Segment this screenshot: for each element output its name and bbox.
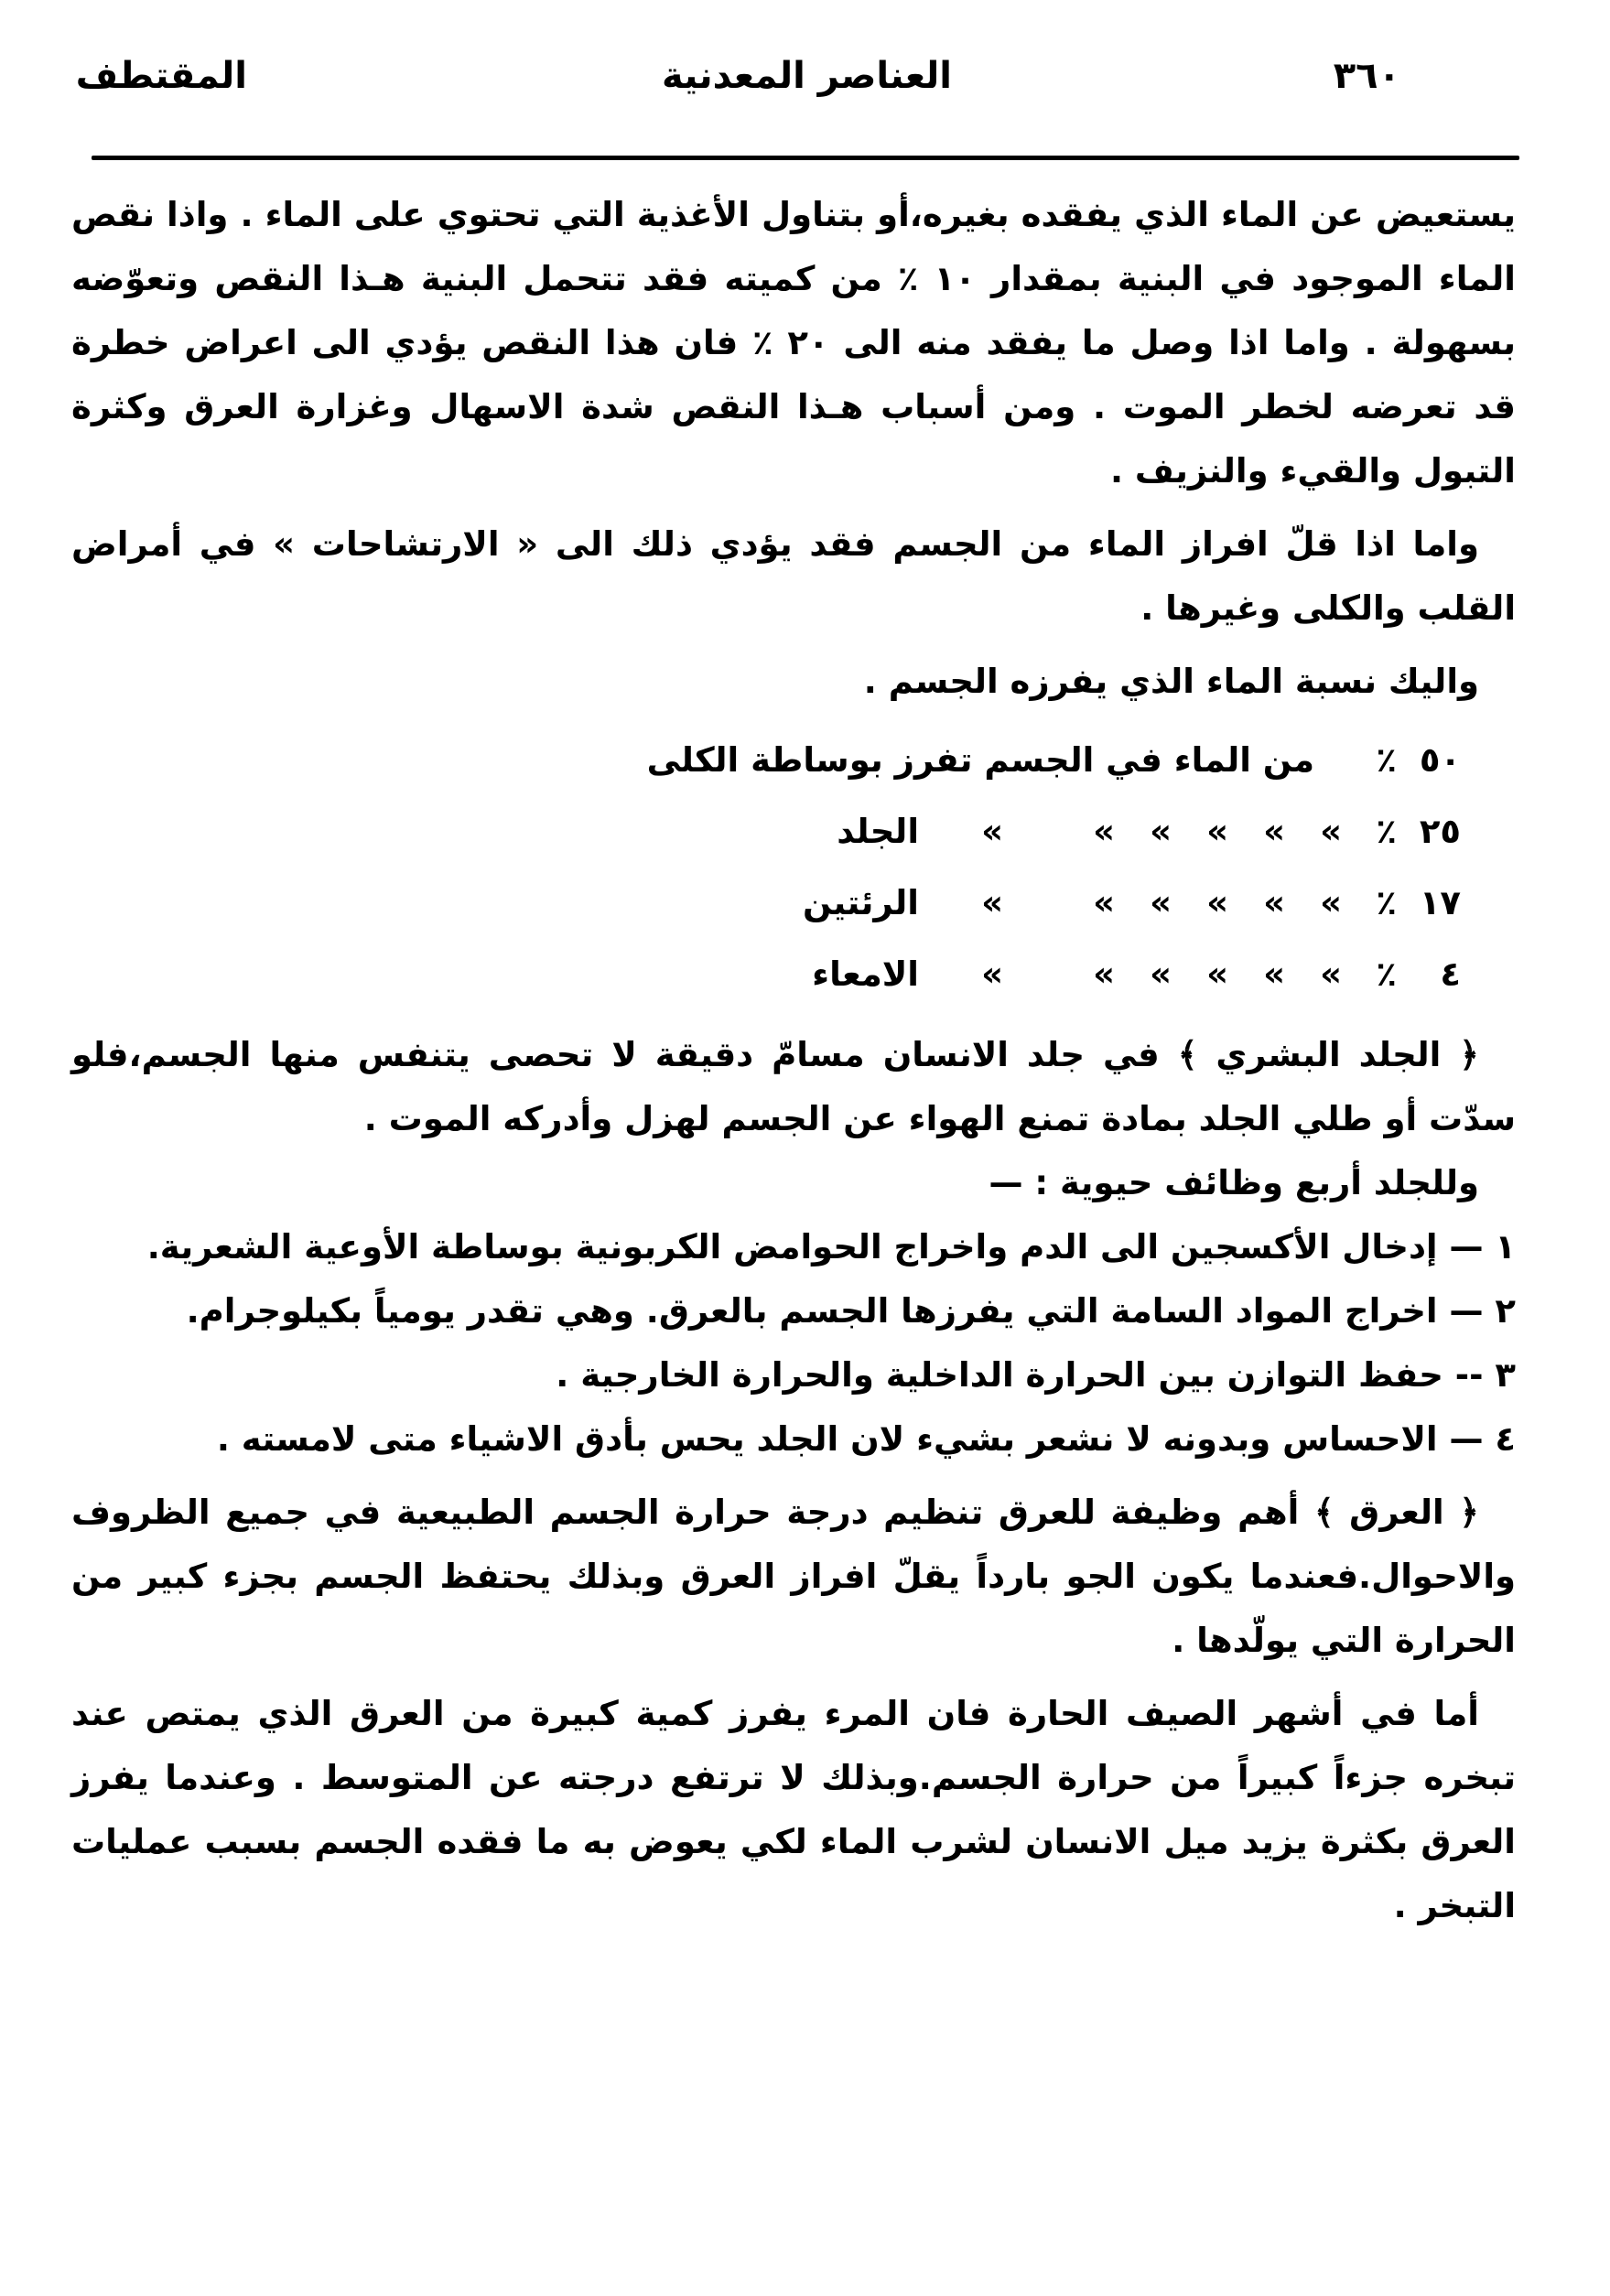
section-marker-sweat: ﴿ العرق ﴾: [1313, 1493, 1479, 1532]
ditto-mark: »: [1263, 883, 1285, 922]
ditto-mark: »: [1320, 883, 1342, 922]
ratio-row-lungs: [71, 871, 1461, 943]
list-dash: --: [1454, 1355, 1484, 1395]
list-item: [71, 1407, 1516, 1471]
water-excretion-table: [71, 728, 1516, 1014]
ditto-mark: »: [1093, 954, 1115, 994]
ditto-mark: »: [1206, 954, 1228, 994]
body-text: [71, 183, 1516, 1938]
organ-name: الامعاء: [812, 954, 919, 994]
ditto-mark: »: [1150, 954, 1172, 994]
list-item: [71, 1343, 1516, 1407]
paragraph-water-loss: يستعيض عن الماء الذي يفقده بغيره،أو بتناول الأغذية التي تحتوي على الماء . واذا نقص الماء الموجود في البنية بمقدار ١٠ ٪ من كميته فقد تتحمل البنية هـذا النقص وتعوّضه بسهولة . واما اذا وصل ما يفقد منه الى ٢٠ ٪ فان هذا النقص يؤدي الى اعراض خطرة قد تعرضه لخطر الموت . ومن أسباب هـذا النقص شدة الاسهال وغزارة العرق وكثرة التبول والقيء والنزيف .: [71, 195, 1516, 490]
ditto-mark: »: [1263, 954, 1285, 994]
ditto-mark: »: [981, 883, 1003, 922]
list-text: حفظ التوازن بين الحرارة الداخلية والحرارة الخارجية .: [556, 1355, 1443, 1395]
journal-name: المقتطف: [75, 55, 247, 97]
list-text: إدخال الأكسجين الى الدم واخراج الحوامض الكربونية بوساطة الأوعية الشعرية.: [146, 1227, 1438, 1267]
paragraph-summer-sweat: أما في أشهر الصيف الحارة فان المرء يفرز كمية كبيرة من العرق الذي يمتص عند تبخره جزءاً كبيراً من حرارة الجسم.وبذلك لا ترتفع درجته عن المتوسط . وعندما يفرز العرق بكثرة يزيد ميل الانسان لشرب الماء لكي يعوض به ما فقده الجسم بسبب عمليات التبخر .: [71, 1694, 1516, 1925]
section-title: العناصر المعدنية: [662, 55, 952, 97]
paragraph-skin-functions-intro: وللجلد أربع وظائف حيوية : —: [989, 1163, 1479, 1202]
list-dash: —: [1449, 1419, 1484, 1459]
percent-sign: ٪: [1376, 740, 1397, 780]
list-number: ٤: [1495, 1419, 1516, 1459]
ratio-value: ٥٠: [1419, 740, 1461, 780]
page-number: ٣٦٠: [1333, 55, 1400, 97]
paragraph-sweat-text: أهم وظيفة للعرق تنظيم درجة حرارة الجسم الطبيعية في جميع الظروف والاحوال.فعندما يكون الجو بارداً يقلّ افراز العرق وبذلك يحتفظ الجسم بجزء كبير من الحرارة التي يولّدها .: [71, 1493, 1516, 1660]
ratio-value: ١٧: [1419, 883, 1461, 922]
skin-functions-list: [71, 1215, 1516, 1471]
ditto-mark: »: [1263, 812, 1285, 851]
list-text: اخراج المواد السامة التي يفرزها الجسم بالعرق. وهي تقدر يومياً بكيلوجرام.: [186, 1291, 1438, 1331]
organ-name: الجلد: [837, 812, 919, 851]
paragraph-skin-text: في جلد الانسان مسامّ دقيقة لا تحصى يتنفس منها الجسم،فلو سدّت أو طلي الجلد بمادة تمنع الهواء عن الجسم لهزل وأدركه الموت .: [71, 1035, 1516, 1138]
ratio-value: ٢٥: [1419, 812, 1461, 851]
list-text: الاحساس وبدونه لا نشعر بشيء لان الجلد يحس بأدق الاشياء متى لامسته .: [216, 1419, 1438, 1459]
organ-name: الرئتين: [803, 883, 919, 922]
list-dash: —: [1449, 1227, 1484, 1267]
paragraph-sweat: [71, 1481, 1516, 1673]
ditto-mark: »: [1320, 954, 1342, 994]
ratio-value: ٤: [1440, 954, 1461, 994]
ditto-mark: »: [1206, 812, 1228, 851]
ditto-marks: [946, 800, 1342, 864]
ditto-mark: »: [1206, 883, 1228, 922]
ditto-marks: [946, 943, 1342, 1007]
percent-sign: ٪: [1376, 812, 1397, 851]
ditto-mark: »: [981, 954, 1003, 994]
ratio-row-intestines: [71, 943, 1461, 1014]
list-number: ١: [1495, 1227, 1516, 1267]
ditto-mark: »: [1093, 883, 1115, 922]
paragraph-skin: [71, 1023, 1516, 1151]
ratio-row-skin: [71, 800, 1461, 871]
ditto-mark: »: [1150, 812, 1172, 851]
list-number: ٣: [1495, 1355, 1516, 1395]
paragraph-water-retention: واما اذا قلّ افراز الماء من الجسم فقد يؤدي ذلك الى « الارتشاحات » في أمراض القلب والكلى وغيرها .: [71, 524, 1516, 628]
ditto-marks: [946, 871, 1342, 935]
ditto-mark: »: [981, 812, 1003, 851]
percent-sign: ٪: [1376, 954, 1397, 994]
header-divider: [92, 156, 1519, 160]
paragraph-ratio-intro: واليك نسبة الماء الذي يفرزه الجسم .: [863, 662, 1479, 701]
ditto-mark: »: [1320, 812, 1342, 851]
ditto-mark: »: [1150, 883, 1172, 922]
list-item: [71, 1279, 1516, 1343]
list-item: [71, 1215, 1516, 1279]
list-dash: —: [1449, 1291, 1484, 1331]
ditto-mark: »: [1093, 812, 1115, 851]
percent-sign: ٪: [1376, 883, 1397, 922]
section-marker-skin: ﴿ الجلد البشري ﴾: [1177, 1035, 1479, 1074]
ratio-description: من الماء في الجسم تفرز بوساطة الكلى: [646, 740, 1314, 780]
page-header: [75, 55, 1519, 110]
list-number: ٢: [1495, 1291, 1516, 1331]
ratio-row-kidneys: [71, 728, 1461, 800]
